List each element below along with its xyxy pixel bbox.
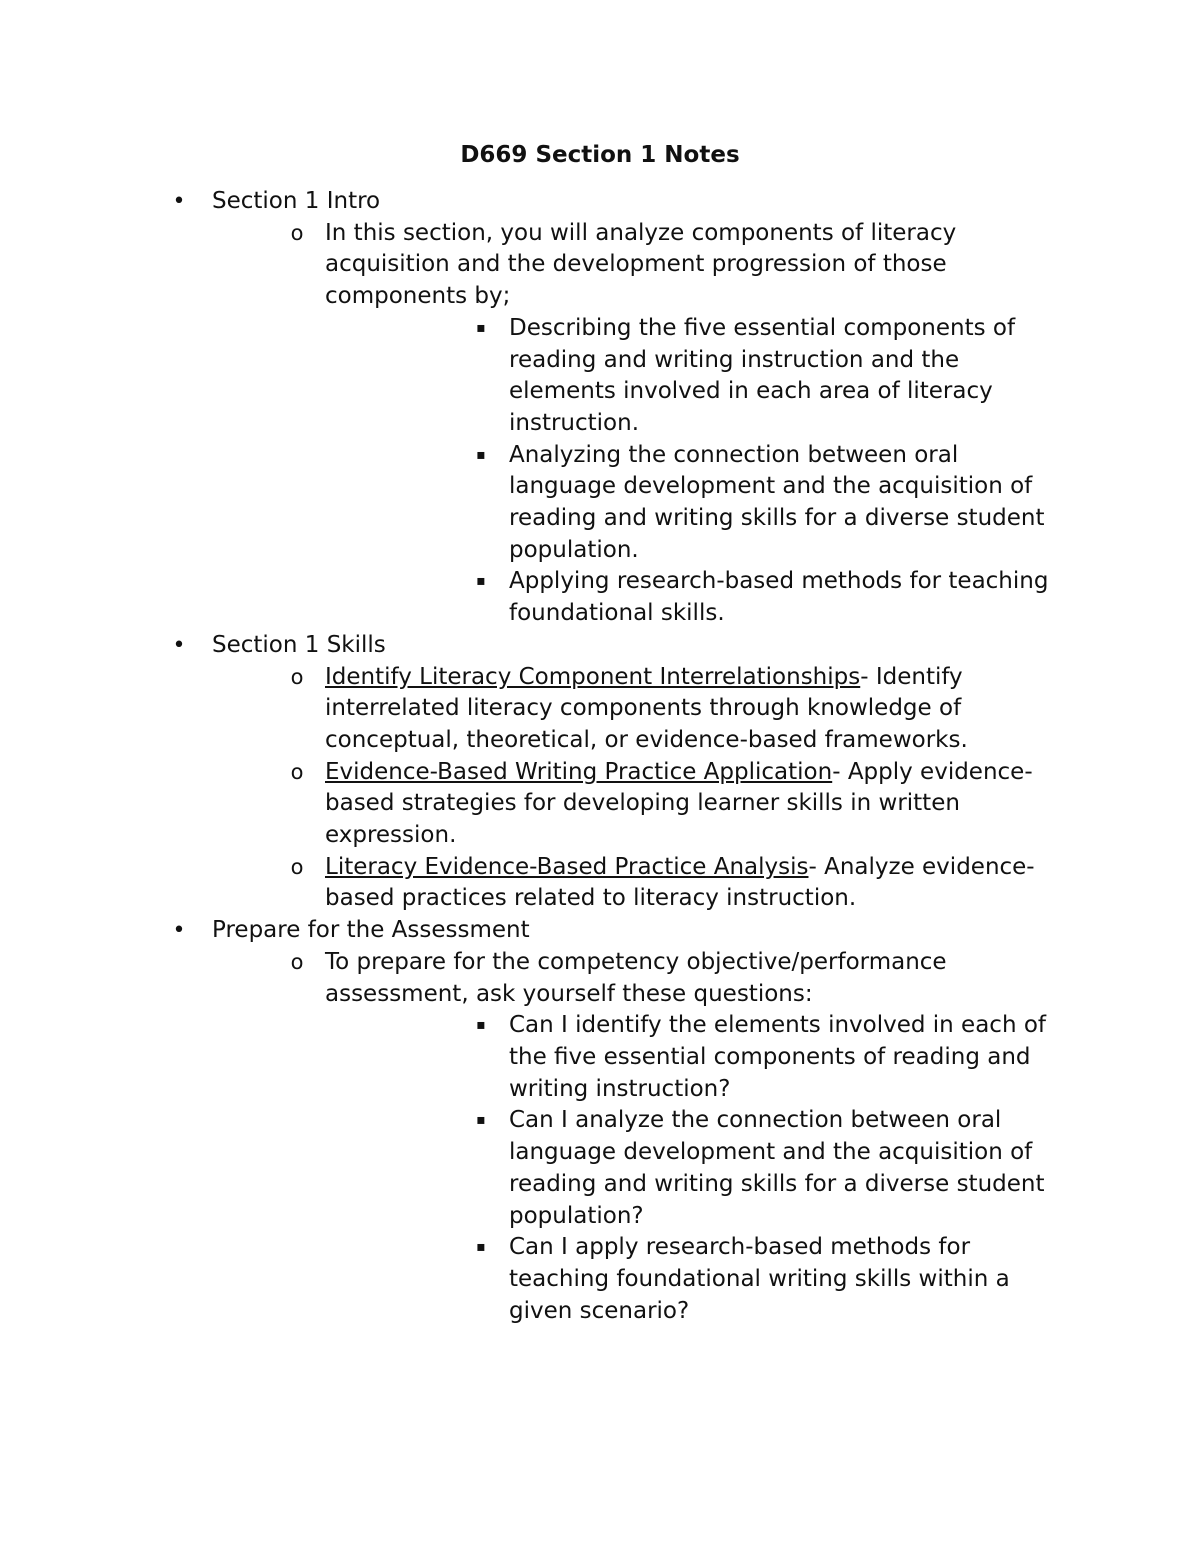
section-skills [170,630,1070,915]
question-item [325,1232,1070,1327]
section-heading: Section 1 Intro [212,188,381,214]
detail-text: Describing the five essential components of reading and writing instruction and the elements involved in each area of literacy instruction. [509,314,1016,436]
skill-name: Literacy Evidence-Based Practice Analysis [325,853,809,880]
intro-text: In this section, you will analyze components of literacy acquisition and the development progression of those components by; [325,219,957,310]
square-bullet-icon: ▪ [476,1239,486,1256]
section-intro [170,186,1070,630]
top-level-list [170,186,1070,1327]
circle-bullet-icon: o [290,854,304,879]
question-text: Can I analyze the connection between oral language development and the acquisition of reading and writing skills for a diverse student population? [509,1107,1045,1229]
section-prepare [170,915,1070,1327]
skill-item [212,662,1070,757]
skill-description: - Identify interrelated literacy components through knowledge of conceptual, theoretical, or evidence-based frameworks. [325,663,968,753]
intro-detail-item [325,313,1070,440]
skill-item [212,757,1070,852]
circle-bullet-icon: o [290,664,304,689]
bullet-icon: • [172,189,186,214]
skill-description: - Apply evidence-based strategies for developing learner skills in written expression. [325,758,1033,849]
intro-detail-item [325,566,1070,629]
intro-detail-item [325,440,1070,567]
notes-content [170,186,1070,1327]
questions-list [325,1010,1070,1327]
skill-name: Identify Literacy Component Interrelationships [325,663,861,690]
prepare-subitem [212,947,1070,1327]
skill-name: Evidence-Based Writing Practice Application [325,758,833,785]
square-bullet-icon: ▪ [476,1017,486,1034]
intro-subitem [212,218,1070,630]
circle-bullet-icon: o [290,949,304,974]
circle-bullet-icon: o [290,759,304,784]
circle-bullet-icon: o [290,220,304,245]
intro-details-list [325,313,1070,630]
skill-text [325,662,1070,757]
square-bullet-icon: ▪ [476,1112,486,1129]
intro-sublist [212,218,1070,630]
question-text: Can I apply research-based methods for teaching foundational writing skills within a given scenario? [509,1234,1010,1324]
bullet-icon: • [172,632,186,658]
section-heading: Section 1 Skills [212,631,386,658]
square-bullet-icon: ▪ [476,319,486,336]
detail-text: Analyzing the connection between oral language development and the acquisition of reading and writing skills for a diverse student population. [509,441,1045,563]
question-item [325,1010,1070,1105]
bullet-icon: • [172,918,186,944]
skill-item [212,852,1070,915]
skill-text [325,852,1070,915]
detail-text: Applying research-based methods for teaching foundational skills. [509,568,1049,627]
prepare-text: To prepare for the competency objective/performance assessment, ask yourself these questions: [325,948,947,1007]
skill-text [325,757,1070,852]
question-item [325,1105,1070,1232]
skills-list [212,662,1070,916]
question-text: Can I identify the elements involved in each of the five essential components of reading and writing instruction? [509,1012,1047,1102]
section-heading: Prepare for the Assessment [212,917,530,944]
square-bullet-icon: ▪ [476,446,486,463]
document-title: D669 Section 1 Notes [460,142,740,168]
square-bullet-icon: ▪ [476,573,486,590]
skill-description: - Analyze evidence-based practices related to literacy instruction. [325,853,1035,912]
prepare-sublist [212,947,1070,1327]
